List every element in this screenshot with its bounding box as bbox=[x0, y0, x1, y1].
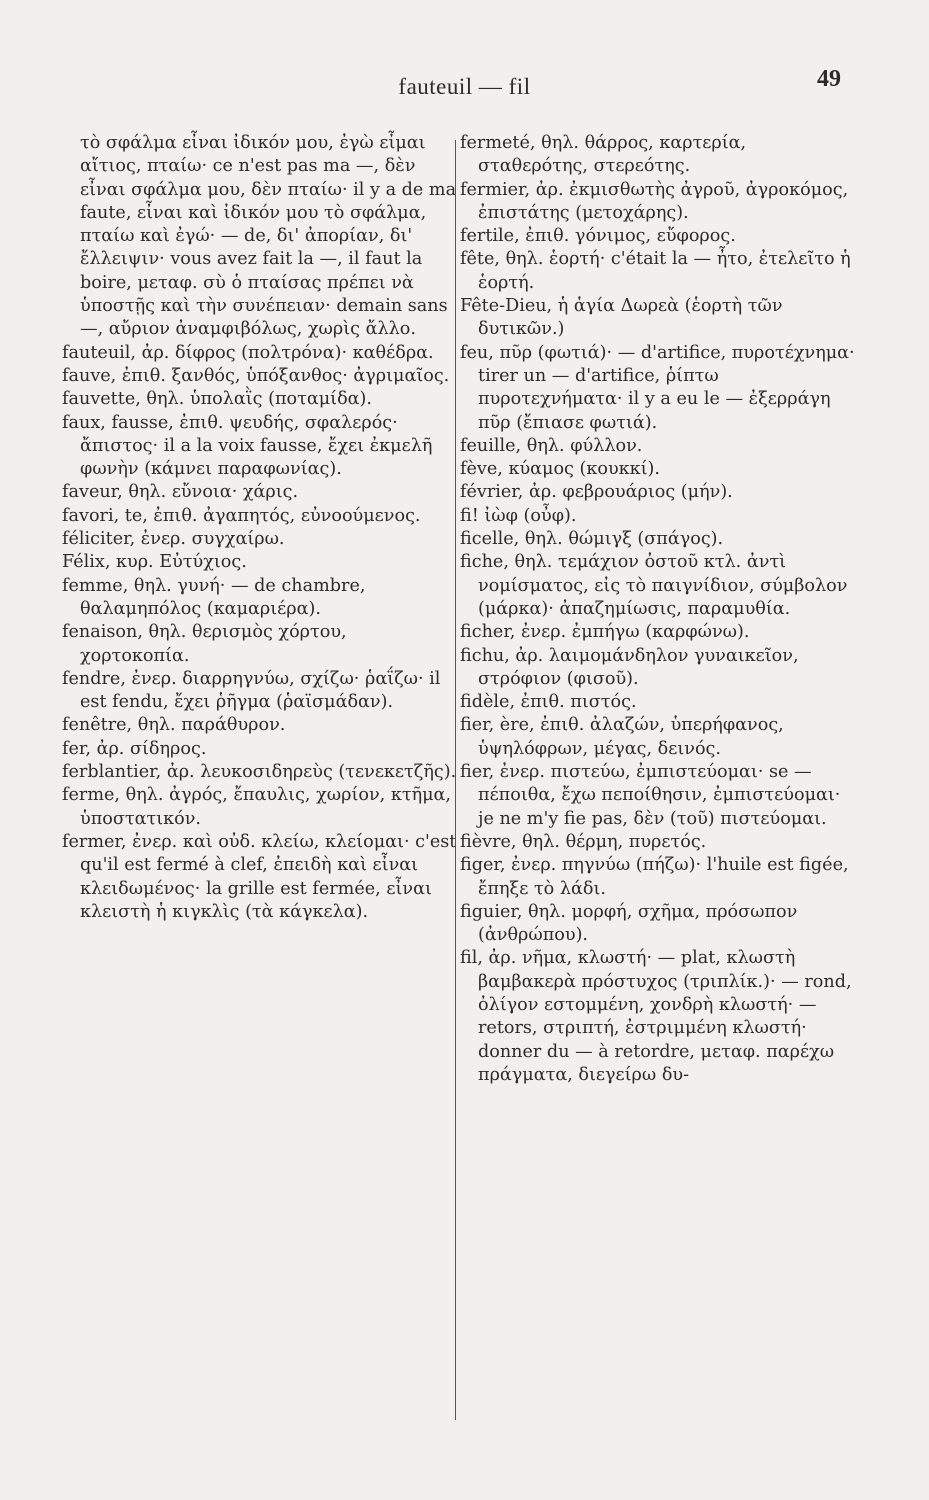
dictionary-entry: fenaison, θηλ. θερισμὸς χόρτου, χορτοκοπία. bbox=[62, 622, 347, 666]
dictionary-entry: favori, te, ἐπιθ. ἀγαπητός, εὐνοούμενος. bbox=[62, 505, 421, 526]
dictionary-entry: faux, fausse, ἐπιθ. ψευδής, σφαλερός· ἄπιστος· il a la voix fausse, ἔχει ἐκμελῆ φωνὴν (κάμνει παραφωνίας). bbox=[62, 412, 433, 480]
dictionary-entry: fi! ἰὼφ (οὖφ). bbox=[460, 505, 577, 526]
dictionary-entry: fièvre, θηλ. θέρμη, πυρετός. bbox=[460, 831, 707, 852]
dictionary-entry: fenêtre, θηλ. παράθυρον. bbox=[62, 715, 286, 736]
dictionary-entry: fertile, ἐπιθ. γόνιμος, εὔφορος. bbox=[460, 226, 736, 247]
dictionary-entry: τὸ σφάλμα εἶναι ἰδικόν μου, ἐγὼ εἶμαι αἴτιος, πταίω· ce n'est pas ma —, δὲν εἶναι σφάλμα μου, δὲν πταίω· il y a de ma faute, εἶναι καὶ ἰδικόν μου τὸ σφάλμα, πταίω καὶ ἐγώ· — de, δι' ἀπορίαν, δι' ἔλλειψιν· vous avez fait la —, il faut la boire, μεταφ. σὺ ὁ πταίσας πρέπει νὰ ὑποστῇς καὶ τὴν συνέπειαν· demain sans —, αὔριον ἀναμφιβόλως, χωρὶς ἄλλο. bbox=[80, 133, 457, 340]
dictionary-entry: fendre, ἐνερ. διαρρηγνύω, σχίζω· ῥαΐζω· il est fendu, ἔχει ῥῆγμα (ῥαϊσμάδαν). bbox=[62, 668, 441, 713]
dictionary-entry: fauteuil, ἀρ. δίφρος (πολτρόνα)· καθέδρα. bbox=[62, 342, 434, 363]
dictionary-entry: feu, πῦρ (φωτιά)· — d'artifice, πυροτέχνημα· tirer un — d'artifice, ῥίπτω πυροτεχνήματα· il y a eu le — ἐξερράγη πῦρ (ἔπιασε φωτιά). bbox=[460, 342, 855, 433]
dictionary-entry: fier, ère, ἐπιθ. ἀλαζών, ὑπερήφανος, ὑψηλόφρων, μέγας, δεινός. bbox=[460, 715, 784, 759]
dictionary-entry: Fête-Dieu, ἡ ἁγία Δωρεὰ (ἑορτὴ τῶν δυτικῶν.) bbox=[460, 296, 783, 340]
dictionary-entry: feuille, θηλ. φύλλον. bbox=[460, 435, 643, 456]
dictionary-entry: ficelle, θηλ. θώμιγξ (σπάγος). bbox=[460, 529, 724, 550]
dictionary-entry: fil, ἀρ. νῆμα, κλωστή· — plat, κλωστὴ βαμβακερὰ πρόστυχος (τριπλίκ.)· — rond, ὀλίγον εστομμένη, χονδρὴ κλωστή· — retors, στριπτή, ἐστριμμένη κλωστή· donner du — à retordre, μεταφ. παρέχω πράγματα, διεγείρω δυ- bbox=[460, 948, 852, 1085]
dictionary-entry: figuier, θηλ. μορφή, σχῆμα, πρόσωπον (ἀνθρώπου). bbox=[460, 901, 798, 946]
dictionary-entry: fichu, ἀρ. λαιμομάνδηλον γυναικεῖον, στρόφιον (φισοῦ). bbox=[460, 645, 799, 689]
right-column bbox=[460, 132, 860, 1087]
dictionary-entry: femme, θηλ. γυνή· — de chambre, θαλαμηπόλος (καμαριέρα). bbox=[62, 575, 366, 619]
dictionary-entry: ferblantier, ἀρ. λευκοσιδηρεὺς (τενεκετζῆς). bbox=[62, 762, 457, 783]
dictionary-entry: fidèle, ἐπιθ. πιστός. bbox=[460, 692, 637, 713]
page-number: 49 bbox=[817, 66, 841, 92]
page-title: fauteuil — fil bbox=[398, 74, 531, 99]
dictionary-entry: fauve, ἐπιθ. ξανθός, ὑπόξανθος· ἀγριμαῖος. bbox=[62, 365, 450, 386]
dictionary-entry: fermier, ἀρ. ἐκμισθωτὴς ἀγροῦ, ἀγροκόμος, ἐπιστάτης (μετοχάρης). bbox=[460, 179, 849, 223]
dictionary-entry: Félix, κυρ. Εὐτύχιος. bbox=[62, 552, 247, 573]
dictionary-entry: fermeté, θηλ. θάρρος, καρτερία, σταθερότης, στερεότης. bbox=[460, 133, 747, 177]
dictionary-entry: fermer, ἐνερ. καὶ οὐδ. κλείω, κλείομαι· c'est qu'il est fermé à clef, ἐπειδὴ καὶ εἶναι κλειδωμένος· la grille est fermée, εἶναι κλειστὴ ἡ κιγκλὶς (τὰ κάγκελα). bbox=[62, 831, 457, 922]
dictionary-entry: fiche, θηλ. τεμάχιον ὀστοῦ κτλ. ἀντὶ νομίσματος, εἰς τὸ παιγνίδιον, σύμβολον (μάρκα)· ἀπαζημίωσις, παραμυθία. bbox=[460, 552, 848, 619]
dictionary-entry: fève, κύαμος (κουκκί). bbox=[460, 459, 661, 480]
left-column bbox=[62, 132, 457, 924]
dictionary-entry: féliciter, ἐνερ. συγχαίρω. bbox=[62, 529, 285, 550]
dictionary-entry: février, ἀρ. φεβρουάριος (μήν). bbox=[460, 482, 733, 503]
dictionary-entry: faveur, θηλ. εὔνοια· χάρις. bbox=[62, 482, 299, 503]
dictionary-entry: fête, θηλ. ἑορτή· c'était la — ἦτο, ἐτελεῖτο ἡ ἑορτή. bbox=[460, 249, 851, 293]
dictionary-entry: figer, ἐνερ. πηγνύω (πήζω)· l'huile est figée, ἔπηξε τὸ λάδι. bbox=[460, 855, 849, 899]
column-divider bbox=[455, 140, 456, 1420]
dictionary-entry: ferme, θηλ. ἀγρός, ἔπαυλις, χωρίον, κτῆμα, ὑποστατικόν. bbox=[62, 785, 452, 829]
dictionary-entry: ficher, ἐνερ. ἐμπήγω (καρφώνω). bbox=[460, 622, 750, 643]
dictionary-entry: fauvette, θηλ. ὑπολαῒς (ποταμίδα). bbox=[62, 389, 373, 410]
dictionary-entry: fer, ἀρ. σίδηρος. bbox=[62, 738, 207, 759]
dictionary-entry: fier, ἐνερ. πιστεύω, ἐμπιστεύομαι· se — πέποιθα, ἔχω πεποίθησιν, ἐμπιστεύομαι· je ne m'y fie pas, δὲν (τοῦ) πιστεύομαι. bbox=[460, 762, 841, 829]
